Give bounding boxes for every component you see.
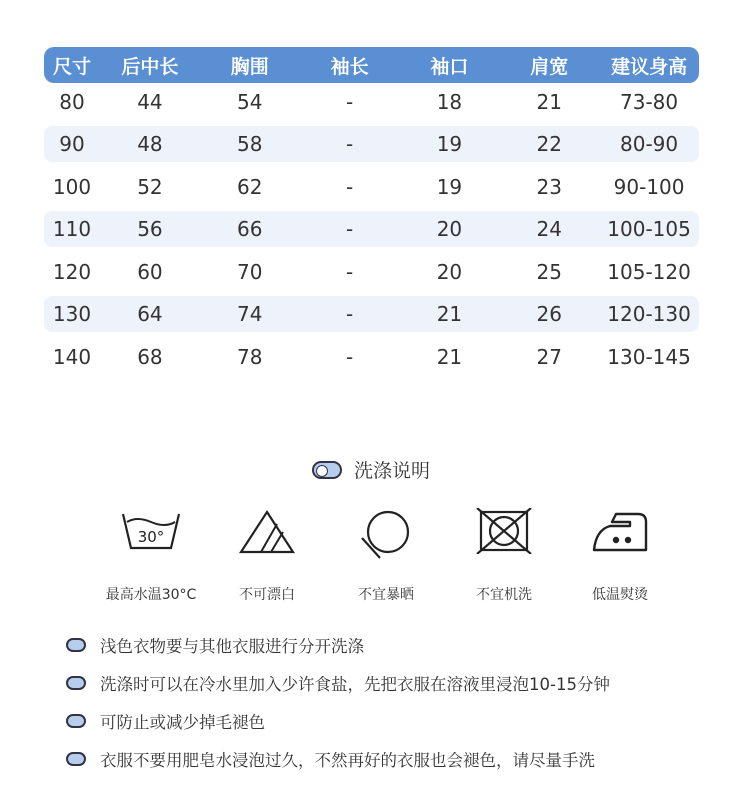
table-cell: 24 [536, 217, 562, 241]
table-cell: 20 [436, 259, 463, 284]
care-icon-label: 不宜暴晒 [358, 587, 414, 603]
table-row [44, 253, 699, 290]
table-row [44, 83, 699, 120]
size-table [44, 47, 699, 375]
care-icon-item [444, 508, 564, 604]
size-table-header [44, 47, 699, 83]
table-cell: 73-80 [620, 89, 679, 114]
table-cell: 19 [436, 132, 463, 156]
note-text: 洗涤时可以在冷水里加入少许食盐，先把衣服在溶液里浸泡10-15分钟 [100, 675, 610, 694]
care-icon-item [91, 508, 211, 604]
table-cell: 130 [52, 302, 92, 326]
header-cell: 后中长 [121, 55, 179, 78]
table-cell: 62 [237, 174, 263, 199]
note-item [66, 664, 610, 702]
bullet-icon [66, 752, 86, 766]
bullet-icon [66, 676, 86, 690]
care-icon-item [560, 508, 680, 604]
note-item [66, 702, 610, 740]
table-cell: 130-145 [607, 344, 691, 369]
table-cell: 68 [137, 344, 163, 369]
table-row [44, 168, 699, 205]
table-cell: 54 [237, 89, 263, 114]
table-cell: 19 [436, 174, 463, 199]
table-cell: 60 [137, 259, 163, 284]
iron-low-icon [588, 508, 652, 554]
care-icon-label: 低温熨烫 [592, 587, 648, 603]
care-title: 洗涤说明 [353, 460, 430, 482]
table-cell: - [345, 344, 354, 369]
table-cell: 48 [137, 132, 163, 156]
table-cell: 23 [536, 174, 562, 199]
table-cell: 70 [237, 259, 263, 284]
table-cell: 100-105 [607, 217, 691, 241]
toggle-icon [312, 461, 342, 479]
table-cell: - [345, 302, 354, 326]
bullet-icon [66, 638, 86, 652]
table-cell: 56 [137, 217, 163, 241]
table-cell: 140 [52, 344, 92, 369]
table-cell: 22 [536, 132, 562, 156]
table-cell: 58 [237, 132, 263, 156]
bleach-triangle-icon [237, 508, 297, 554]
table-cell: 21 [536, 89, 562, 114]
table-cell: 21 [436, 302, 463, 326]
table-cell: 27 [536, 344, 562, 369]
svg-text:30°: 30° [137, 528, 165, 546]
tumble-dry-icon [356, 508, 416, 560]
care-notes [66, 626, 610, 778]
care-icon-label: 不可漂白 [239, 587, 295, 603]
table-cell: 120-130 [607, 302, 691, 326]
table-cell: 105-120 [607, 259, 691, 284]
table-cell: 25 [536, 259, 562, 284]
header-cell: 尺寸 [52, 55, 91, 78]
note-item [66, 626, 610, 664]
no-machine-wash-icon [475, 508, 533, 554]
table-cell: 64 [137, 302, 163, 326]
table-cell: 74 [237, 302, 263, 326]
table-row [44, 211, 699, 247]
table-cell: - [345, 89, 354, 114]
table-cell: 110 [52, 217, 92, 241]
header-cell: 袖口 [430, 55, 469, 78]
note-text: 衣服不要用肥皂水浸泡过久，不然再好的衣服也会褪色，请尽量手洗 [100, 751, 595, 770]
table-cell: 120 [52, 259, 92, 284]
note-text: 可防止或减少掉毛褪色 [100, 713, 265, 732]
table-cell: 21 [436, 344, 463, 369]
header-cell: 胸围 [230, 55, 269, 78]
care-icon-label: 最高水温30°C [105, 587, 197, 603]
table-cell: 80 [59, 89, 85, 114]
table-cell: 44 [137, 89, 163, 114]
wash-30-icon [119, 508, 183, 554]
note-text: 浅色衣物要与其他衣服进行分开洗涤 [100, 637, 364, 656]
table-cell: 90 [59, 132, 85, 156]
table-cell: 66 [237, 217, 263, 241]
table-cell: 78 [237, 344, 263, 369]
table-cell: 20 [436, 217, 463, 241]
table-row [44, 296, 699, 332]
table-row [44, 126, 699, 162]
table-cell: - [345, 217, 354, 241]
note-item [66, 740, 610, 778]
care-section-title [0, 456, 742, 483]
header-cell: 建议身高 [611, 55, 688, 78]
table-cell: - [345, 259, 354, 284]
care-icon-label: 不宜机洗 [476, 587, 532, 603]
care-icon-item [326, 508, 446, 604]
header-cell: 肩宽 [530, 55, 569, 78]
table-cell: 90-100 [613, 174, 685, 199]
table-cell: - [345, 132, 354, 156]
table-cell: 52 [137, 174, 163, 199]
table-cell: 100 [52, 174, 92, 199]
table-cell: 80-90 [620, 132, 679, 156]
care-icon-item [207, 508, 327, 604]
table-cell: - [345, 174, 354, 199]
table-row [44, 338, 699, 375]
bullet-icon [66, 714, 86, 728]
header-cell: 袖长 [330, 55, 369, 78]
table-cell: 18 [436, 89, 463, 114]
table-cell: 26 [536, 302, 562, 326]
